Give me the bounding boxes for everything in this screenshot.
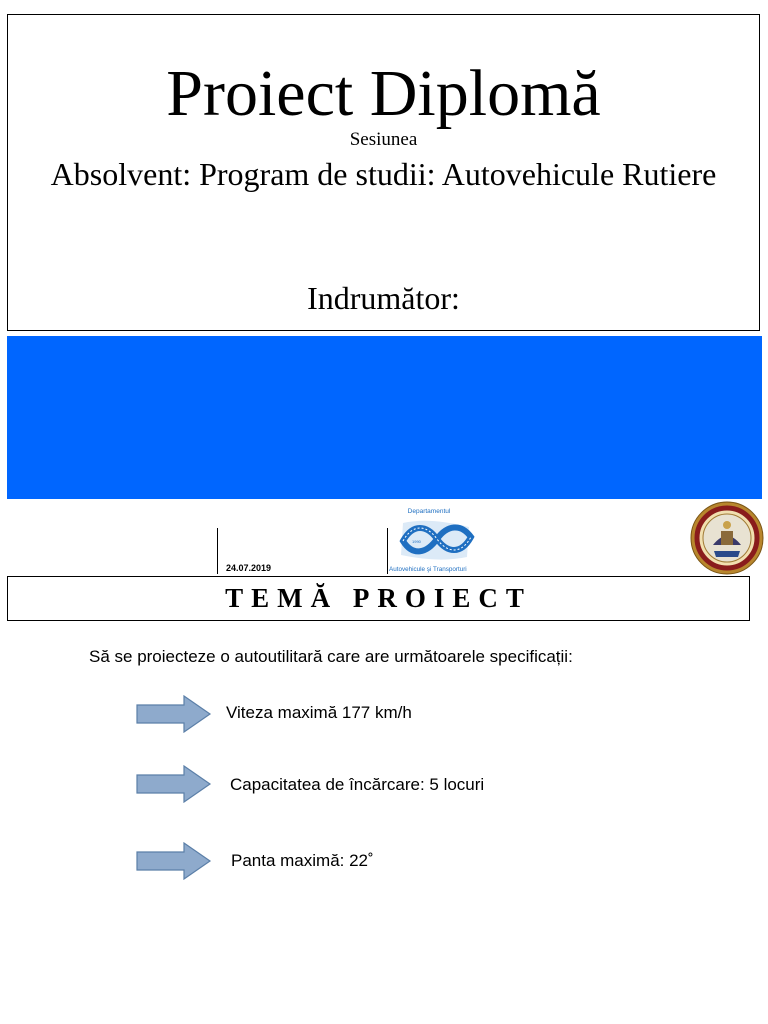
dept-logo-bottom-text: Autovehicule şi Transporturi	[389, 566, 467, 573]
department-logo	[389, 503, 484, 575]
indrumator-label: Indrumător:	[307, 280, 460, 316]
divider-right	[387, 528, 388, 574]
page-title: Proiect Diplomă	[166, 57, 601, 130]
session-label: Sesiunea	[349, 129, 418, 150]
date-label: 24.07.2019	[226, 563, 272, 573]
arrow-right-icon	[136, 765, 212, 803]
blue-banner	[7, 336, 762, 499]
divider-left	[217, 528, 218, 574]
arrow-right-icon	[136, 842, 212, 880]
spec-item-panta: Panta maximă: 22˚	[231, 851, 374, 870]
dept-logo-top-text: Departamentul	[407, 508, 451, 515]
spec-item-capacitate: Capacitatea de încărcare: 5 locuri	[230, 775, 485, 794]
intro-text: Să se proiecteze o autoutilitară care are următoarele specificații:	[89, 647, 573, 666]
header-box	[7, 14, 760, 331]
university-seal-icon	[690, 501, 764, 575]
arrow-right-icon	[136, 695, 212, 733]
spec-item-viteza: Viteza maximă 177 km/h	[226, 703, 412, 722]
dept-logo-year-text: 1990	[412, 539, 421, 544]
absolvent-line: Absolvent: Program de studii: Autovehicule Rutiere	[50, 156, 717, 192]
tema-proiect-heading: TEMĂ PROIECT	[7, 576, 750, 621]
